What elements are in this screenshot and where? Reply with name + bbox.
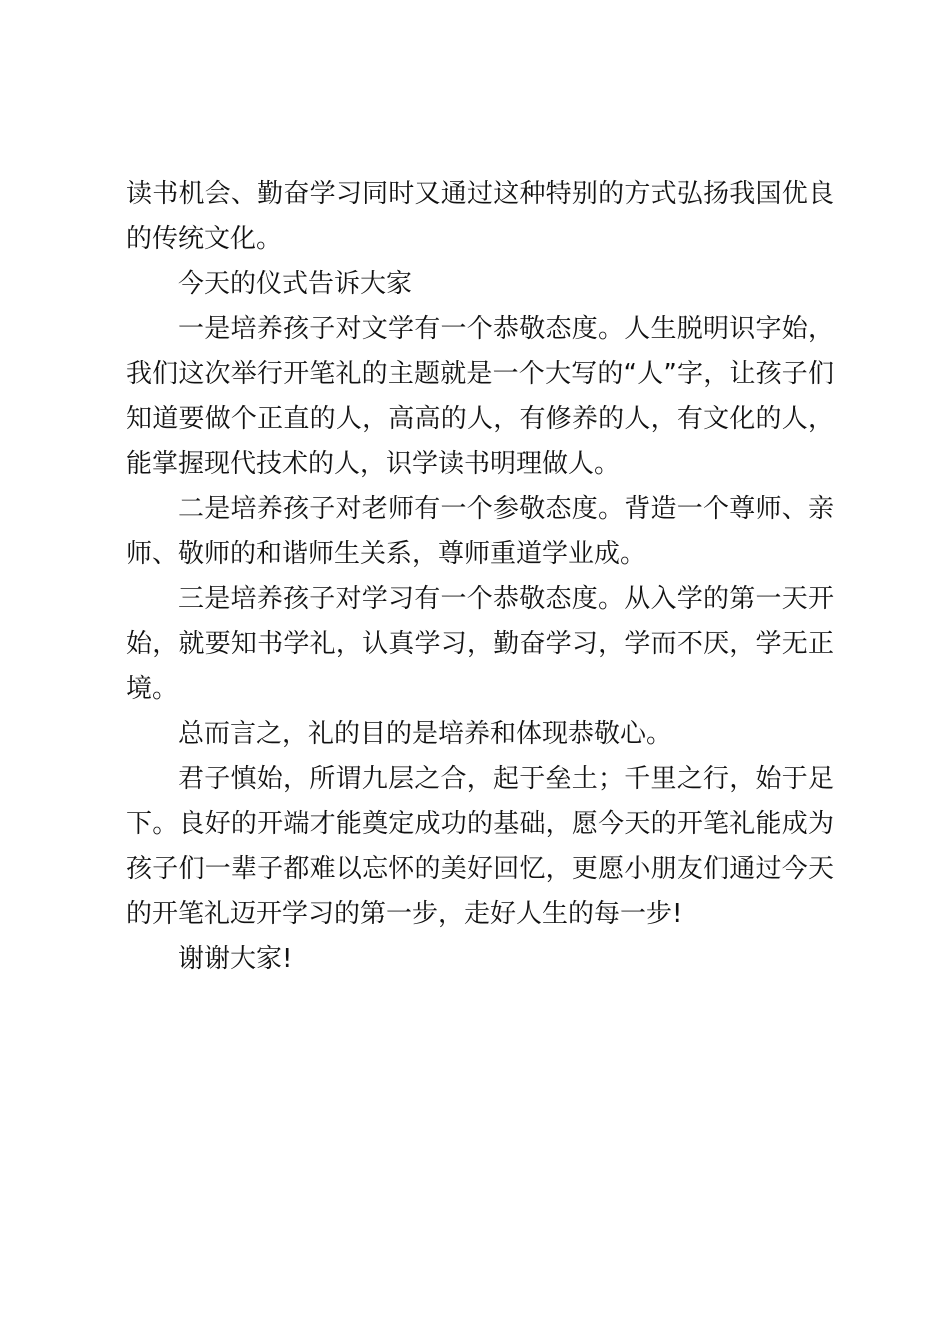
paragraph-summary: 总而言之，礼的目的是培养和体现恭敬心。 xyxy=(178,719,673,749)
paragraph-point-three: 三是培养孩子对学习有一个恭敬态度。从入学的第一天开始，就要知书学礼，认真学习，勤奋学习，学而不厌，学无正境。 xyxy=(126,584,834,704)
paragraph-point-one: 一是培养孩子对文学有一个恭敬态度。人生脱明识字始，我们这次举行开笔礼的主题就是一个大写的“人”字，让孩子们知道要做个正直的人，高高的人，有修养的人，有文化的人，能掌握现代技术的人，识学读书明理做人。 xyxy=(126,314,834,479)
paragraph-point-two: 二是培养孩子对老师有一个参敬态度。背造一个尊师、亲师、敬师的和谐师生关系，尊师重道学业成。 xyxy=(126,494,834,569)
document-body xyxy=(126,172,834,982)
paragraph-thanks: 谢谢大家! xyxy=(178,944,293,974)
paragraph-closing: 君子慎始，所谓九层之合，起于垒土；千里之行，始于足下。良好的开端才能奠定成功的基础，愿今天的开笔礼能成为孩子们一辈子都难以忘怀的美好回忆，更愿小朋友们通过今天的开笔礼迈开学习的第一步，走好人生的每一步! xyxy=(126,764,834,929)
paragraph-ceremony-intro: 今天的仪式告诉大家 xyxy=(178,269,413,299)
paragraph-continuation: 读书机会、勤奋学习同时又通过这种特别的方式弘扬我国优良的传统文化。 xyxy=(126,179,834,254)
